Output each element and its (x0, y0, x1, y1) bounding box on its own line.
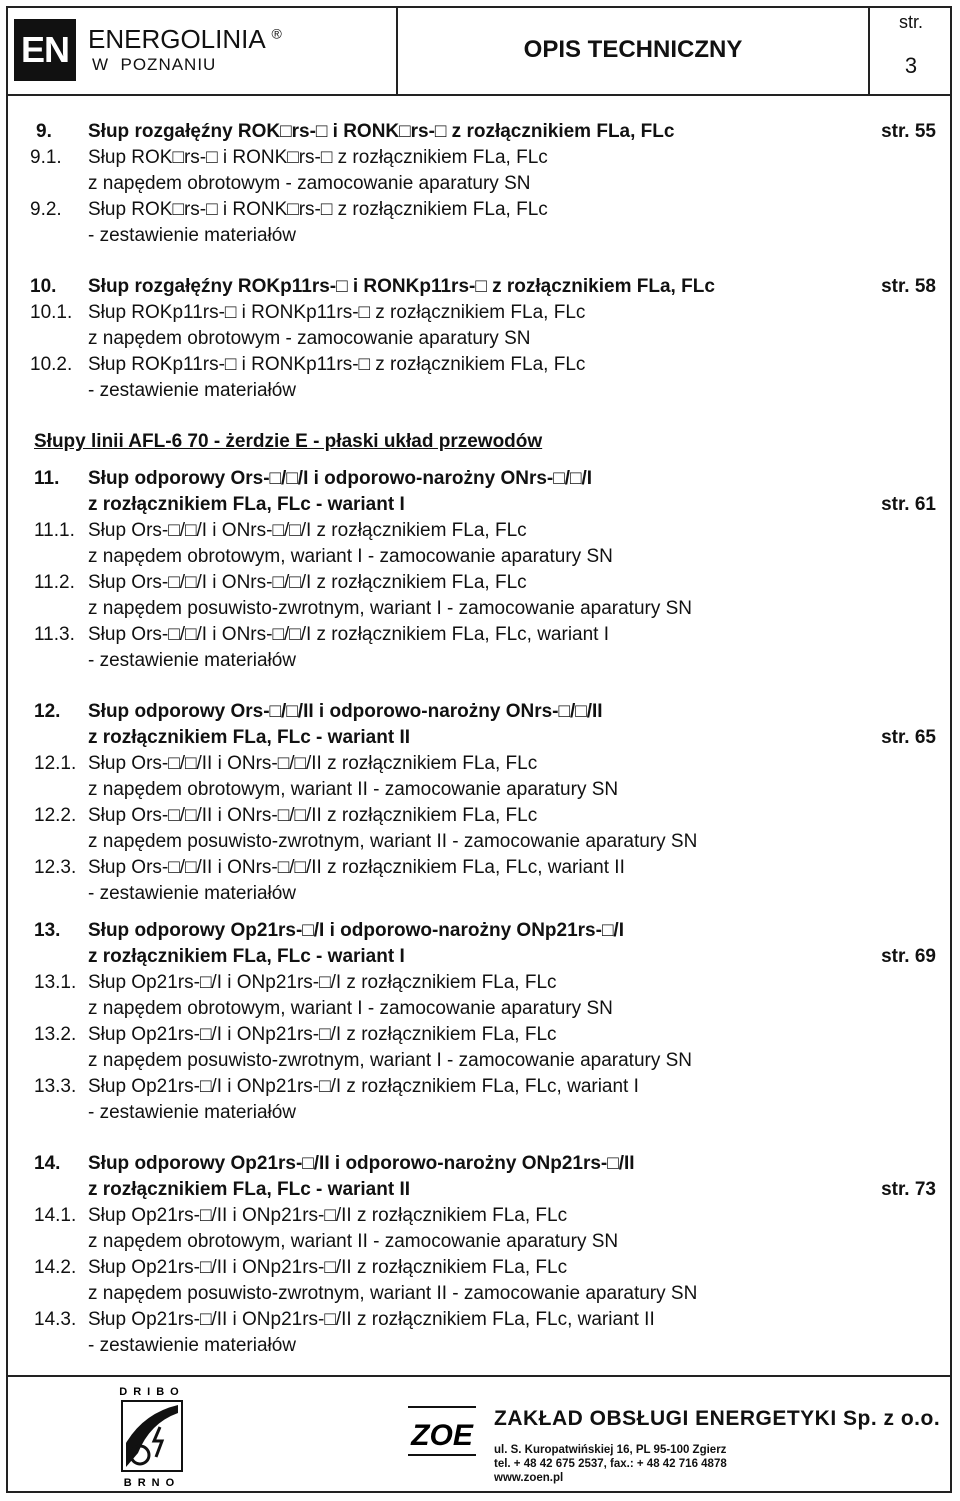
toc-entry-page: str. 55 (881, 121, 936, 142)
toc-entry-title: z rozłącznikiem FLa, FLc - wariant I (88, 946, 405, 967)
toc-entry-title: Słup odporowy Op21rs-□/I i odporowo-narożny ONp21rs-□/I (88, 920, 624, 941)
zoe-logo-text: ZOE (411, 1419, 473, 1452)
toc-subentry-line: - zestawienie materiałów (88, 883, 297, 904)
toc-entry-title: z rozłącznikiem FLa, FLc - wariant I (88, 494, 405, 515)
document-title: OPIS TECHNICZNY (398, 6, 870, 94)
toc-entry-num: 13. (34, 920, 61, 941)
toc-subentry-num: 11.3. (34, 624, 75, 645)
toc-subentry-line: z napędem posuwisto-zwrotnym, wariant I - zamocowanie aparatury SN (88, 1050, 693, 1071)
toc-subentry-num: 10.1. (30, 302, 73, 323)
toc-subentry-num: 14.2. (34, 1257, 77, 1278)
toc-subentry-line: Słup ROK□rs-□ i RONK□rs-□ z rozłącznikiem FLa, FLc (88, 199, 548, 220)
toc-subentry-line: z napędem obrotowym, wariant II - zamocowanie aparatury SN (88, 779, 619, 800)
toc-subentry-line: z napędem posuwisto-zwrotnym, wariant I - zamocowanie aparatury SN (88, 598, 693, 619)
toc-subentry-line: Słup ROKp11rs-□ i RONKp11rs-□ z rozłącznikiem FLa, FLc (88, 354, 586, 375)
section-heading: Słupy linii AFL-6 70 - żerdzie E - płaski układ przewodów (34, 431, 543, 452)
toc-subentry-line: z napędem obrotowym - zamocowanie aparatury SN (88, 173, 531, 194)
toc-subentry-line: z napędem obrotowym - zamocowanie aparatury SN (88, 328, 531, 349)
zoe-address: ul. S. Kuropatwińskiej 16, PL 95-100 Zgierz (494, 1444, 727, 1456)
toc-subentry-line: z napędem obrotowym, wariant I - zamocowanie aparatury SN (88, 998, 613, 1019)
toc-subentry-num: 12.1. (34, 753, 77, 774)
company-name: ENERGOLINIA (88, 24, 265, 55)
toc-subentry-line: - zestawienie materiałów (88, 225, 297, 246)
page-header (6, 6, 952, 96)
toc-subentry-line: z napędem posuwisto-zwrotnym, wariant II - zamocowanie aparatury SN (88, 831, 698, 852)
toc-entry-title: Słup rozgałęźny ROKp11rs-□ i RONKp11rs-□ z rozłącznikiem FLa, FLc (88, 276, 715, 297)
toc-subentry-num: 14.1. (34, 1205, 77, 1226)
page-number: 3 (904, 53, 918, 78)
toc-subentry-line: Słup Ors-□/□/I i ONrs-□/□/I z rozłącznikiem FLa, FLc, wariant I (88, 624, 610, 645)
toc-entry-title: z rozłącznikiem FLa, FLc - wariant II (88, 727, 411, 748)
toc-subentry-num: 10.2. (30, 354, 73, 375)
toc-subentry-line: Słup Op21rs-□/II i ONp21rs-□/II z rozłącznikiem FLa, FLc, wariant II (88, 1309, 655, 1330)
toc-subentry-line: Słup Ors-□/□/I i ONrs-□/□/I z rozłącznikiem FLa, FLc (88, 572, 527, 593)
toc-subentry-num: 13.2. (34, 1024, 77, 1045)
toc-entry-page: str. 73 (881, 1179, 936, 1200)
toc-subentry-line: Słup ROK□rs-□ i RONK□rs-□ z rozłącznikiem FLa, FLc (88, 147, 548, 168)
toc-subentry-line: z napędem obrotowym, wariant I - zamocowanie aparatury SN (88, 546, 613, 567)
toc-subentry-num: 13.3. (34, 1076, 77, 1097)
zoe-phone: tel. + 48 42 675 2537, fax.: + 48 42 716 4878 (494, 1458, 727, 1470)
toc-subentry-num: 12.2. (34, 805, 77, 826)
footer-divider (6, 1375, 952, 1377)
toc-subentry-num: 9.2. (30, 199, 62, 220)
toc-entry-title: Słup odporowy Ors-□/□/II i odporowo-narożny ONrs-□/□/II (88, 701, 603, 722)
toc-subentry-line: - zestawienie materiałów (88, 650, 297, 671)
toc-subentry-line: Słup Op21rs-□/I i ONp21rs-□/I z rozłącznikiem FLa, FLc (88, 1024, 557, 1045)
toc-subentry-num: 14.3. (34, 1309, 77, 1330)
page-label: str. (898, 12, 923, 32)
company-logo-block (6, 6, 398, 94)
toc-entry-num: 11. (34, 468, 60, 489)
toc-entry-title: Słup odporowy Ors-□/□/I i odporowo-narożny ONrs-□/□/I (88, 468, 593, 489)
toc-subentry-line: Słup Ors-□/□/II i ONrs-□/□/II z rozłącznikiem FLa, FLc (88, 805, 538, 826)
toc-subentry-num: 9.1. (30, 147, 62, 168)
toc-subentry-num: 11.1. (34, 520, 75, 541)
toc-subentry-num: 11.2. (34, 572, 75, 593)
toc-entry-page: str. 58 (881, 276, 936, 297)
toc-entry-num: 10. (30, 276, 57, 297)
company-city: W POZNANIU (92, 55, 217, 75)
toc-subentry-line: Słup ROKp11rs-□ i RONKp11rs-□ z rozłącznikiem FLa, FLc (88, 302, 586, 323)
toc-subentry-line: - zestawienie materiałów (88, 1102, 297, 1123)
toc-subentry-line: Słup Op21rs-□/I i ONp21rs-□/I z rozłącznikiem FLa, FLc, wariant I (88, 1076, 639, 1097)
page-number-block (870, 6, 952, 94)
toc-entry-title: Słup odporowy Op21rs-□/II i odporowo-narożny ONp21rs-□/II (88, 1153, 635, 1174)
toc-subentry-line: Słup Op21rs-□/II i ONp21rs-□/II z rozłącznikiem FLa, FLc (88, 1257, 568, 1278)
toc-entry-title: Słup rozgałęźny ROK□rs-□ i RONK□rs-□ z rozłącznikiem FLa, FLc (88, 121, 675, 142)
toc-entry-page: str. 61 (881, 494, 936, 515)
zoe-website: www.zoen.pl (494, 1472, 564, 1484)
toc-entry-title: z rozłącznikiem FLa, FLc - wariant II (88, 1179, 411, 1200)
toc-subentry-line: Słup Ors-□/□/II i ONrs-□/□/II z rozłącznikiem FLa, FLc (88, 753, 538, 774)
toc-subentry-num: 13.1. (34, 972, 77, 993)
toc-subentry-line: Słup Op21rs-□/I i ONp21rs-□/I z rozłącznikiem FLa, FLc (88, 972, 557, 993)
toc-subentry-line: Słup Ors-□/□/II i ONrs-□/□/II z rozłącznikiem FLa, FLc, wariant II (88, 857, 625, 878)
en-logo: EN (14, 19, 76, 81)
toc-entry-num: 12. (34, 701, 61, 722)
toc-subentry-line: Słup Ors-□/□/I i ONrs-□/□/I z rozłącznikiem FLa, FLc (88, 520, 527, 541)
toc-entry-num: 14. (34, 1153, 61, 1174)
toc-subentry-num: 12.3. (34, 857, 77, 878)
toc-subentry-line: - zestawienie materiałów (88, 380, 297, 401)
registered-mark: ® (271, 25, 282, 42)
toc-entry-num: 9. (36, 121, 52, 142)
zoe-company-name: ZAKŁAD OBSŁUGI ENERGETYKI Sp. z o.o. (494, 1407, 941, 1430)
toc-entry-page: str. 69 (881, 946, 936, 967)
dribo-top-text: DRIBO (119, 1386, 185, 1398)
dribo-bottom-text: BRNO (123, 1477, 181, 1489)
dribo-logo (116, 1383, 188, 1489)
zoe-logo (404, 1393, 480, 1465)
toc-subentry-line: z napędem posuwisto-zwrotnym, wariant II - zamocowanie aparatury SN (88, 1283, 698, 1304)
toc-entry-page: str. 65 (881, 727, 936, 748)
toc-subentry-line: - zestawienie materiałów (88, 1335, 297, 1356)
toc-subentry-line: Słup Op21rs-□/II i ONp21rs-□/II z rozłącznikiem FLa, FLc (88, 1205, 568, 1226)
toc-subentry-line: z napędem obrotowym, wariant II - zamocowanie aparatury SN (88, 1231, 619, 1252)
